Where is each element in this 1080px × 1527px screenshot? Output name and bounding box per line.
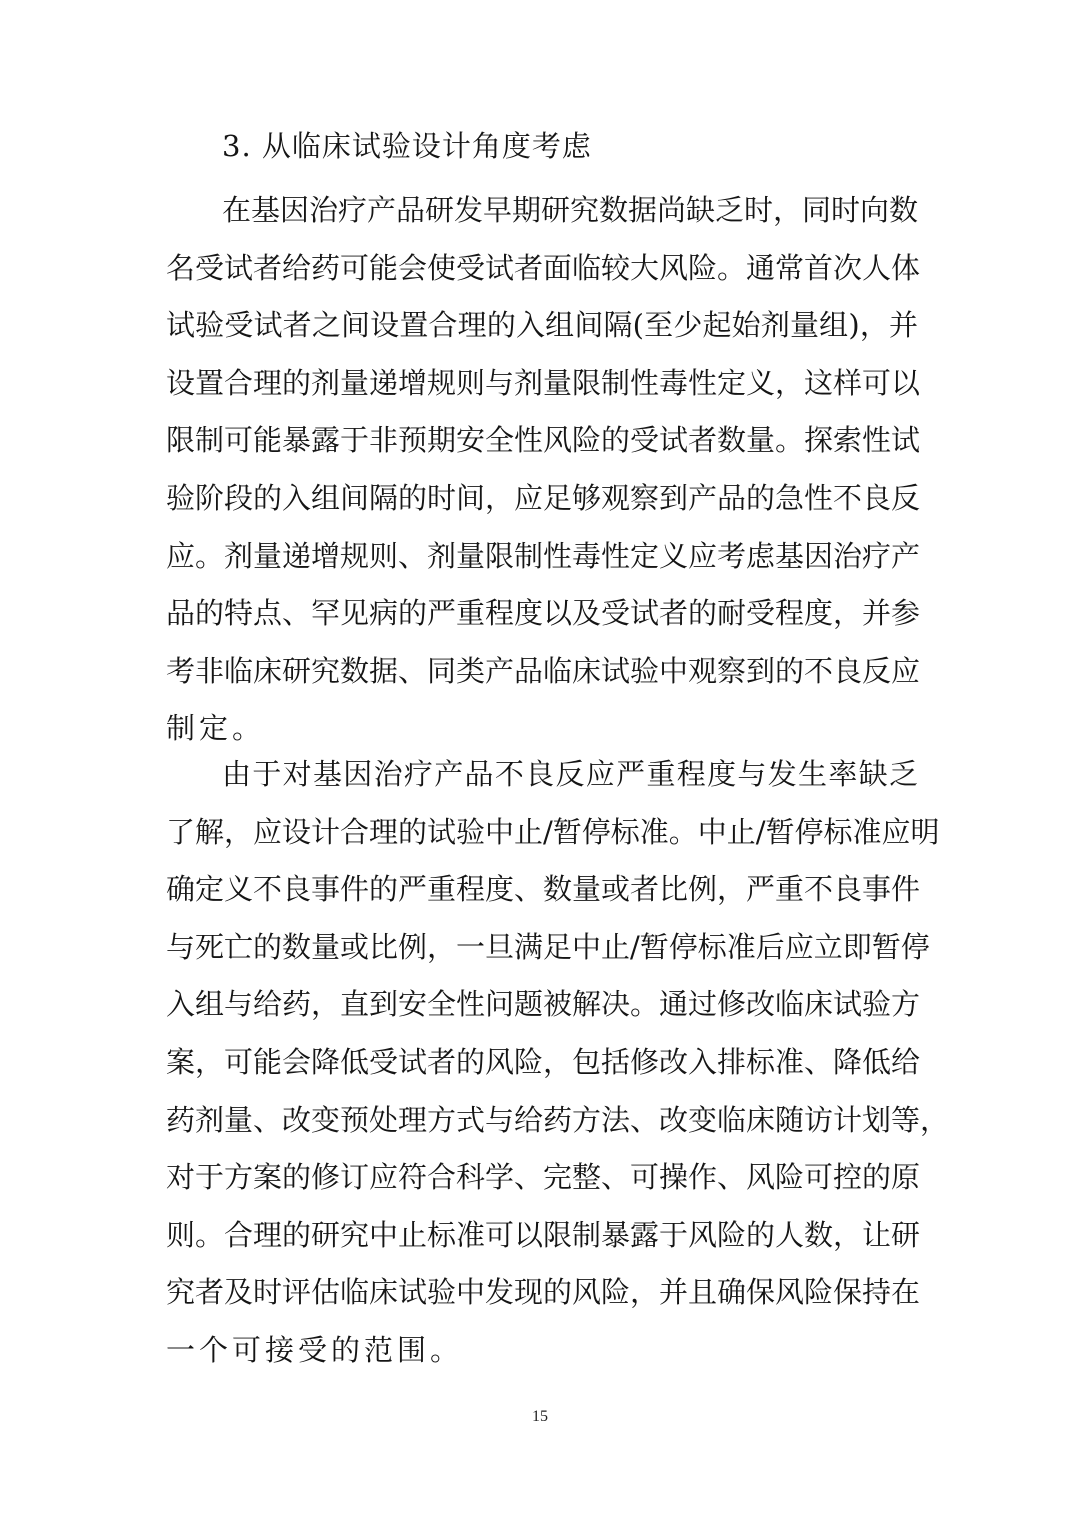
paragraph-line: 设置合理的剂量递增规则与剂量限制性毒性定义，这样可以 [166, 365, 921, 400]
paragraph-line: 对于方案的修订应符合科学、完整、可操作、风险可控的原 [166, 1160, 921, 1195]
paragraph-enrollment-interval [166, 182, 921, 758]
paragraph-line: 验阶段的入组间隔的时间，应足够观察到产品的急性不良反 [166, 480, 921, 515]
paragraph-line: 由于对基因治疗产品不良反应严重程度与发生率缺乏 [222, 757, 918, 791]
paragraph-stopping-rules [166, 746, 950, 1380]
paragraph-line: 则。合理的研究中止标准可以限制暴露于风险的人数，让研 [166, 1217, 921, 1252]
section-heading: 3. 从临床试验设计角度考虑 [222, 129, 592, 163]
paragraph-line: 考非临床研究数据、同类产品临床试验中观察到的不良反应 [166, 653, 921, 688]
paragraph-line: 一个可接受的范围。 [166, 1332, 464, 1367]
paragraph-line: 在基因治疗产品研发早期研究数据尚缺乏时，同时向数 [222, 193, 919, 227]
paragraph-line: 确定义不良事件的严重程度、数量或者比例，严重不良事件 [166, 872, 921, 907]
paragraph-line: 案，可能会降低受试者的风险，包括修改入排标准、降低给 [166, 1044, 921, 1079]
page-number: 15 [532, 1408, 548, 1425]
paragraph-line: 名受试者给药可能会使受试者面临较大风险。通常首次人体 [166, 250, 921, 285]
paragraph-line: 了解，应设计合理的试验中止/暂停标准。中止/暂停标准应明 [166, 814, 940, 849]
paragraph-line: 品的特点、罕见病的严重程度以及受试者的耐受程度，并参 [166, 596, 921, 631]
paragraph-line: 药剂量、改变预处理方式与给药方法、改变临床随访计划等， [166, 1102, 950, 1137]
paragraph-line: 限制可能暴露于非预期安全性风险的受试者数量。探索性试 [166, 423, 921, 458]
paragraph-line: 究者及时评估临床试验中发现的风险，并且确保风险保持在 [166, 1275, 921, 1310]
paragraph-line: 制定。 [166, 711, 266, 746]
paragraph-line: 应。剂量递增规则、剂量限制性毒性定义应考虑基因治疗产 [166, 538, 921, 573]
paragraph-line: 试验受试者之间设置合理的入组间隔(至少起始剂量组)，并 [166, 308, 918, 343]
paragraph-line: 与死亡的数量或比例，一旦满足中止/暂停标准后应立即暂停 [166, 929, 930, 964]
paragraph-line: 入组与给药，直到安全性问题被解决。通过修改临床试验方 [166, 987, 921, 1022]
